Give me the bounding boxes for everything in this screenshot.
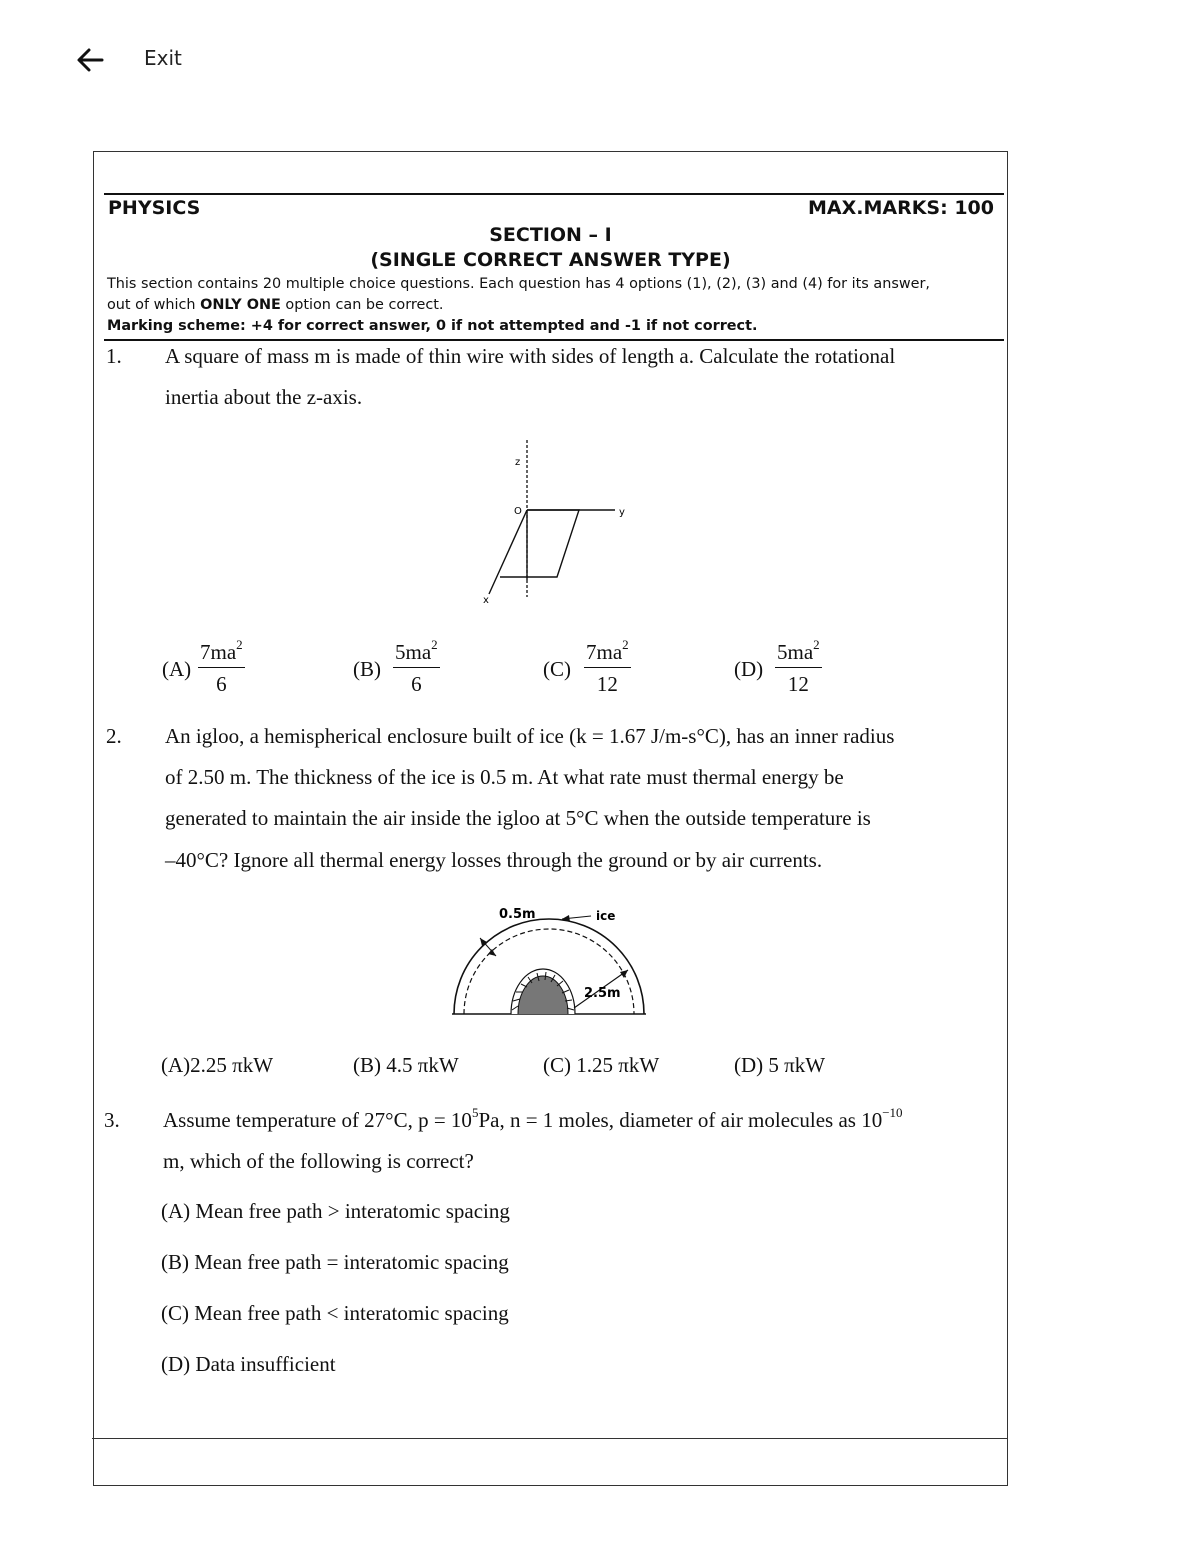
- header-bottom-rule: [104, 339, 1004, 341]
- option-label: (D): [734, 657, 764, 681]
- z-label: z: [515, 457, 521, 468]
- section-type: (SINGLE CORRECT ANSWER TYPE): [370, 249, 731, 271]
- header-top-rule: [104, 193, 1004, 195]
- marking-scheme: Marking scheme: +4 for correct answer, 0 if not attempted and -1 if not correct.: [107, 318, 758, 334]
- option-fraction: $\frac{7ma^2}{6}$: [200, 637, 243, 696]
- instruction-line-2: out of which ONLY ONE option can be correct.: [107, 297, 444, 313]
- arrow-left-icon: [74, 44, 106, 76]
- subject-title: PHYSICS: [108, 197, 201, 219]
- question-text-line: generated to maintain the air inside the igloo at 5°C when the outside temperature is: [165, 806, 871, 830]
- option-d[interactable]: (D) 5 πkW: [734, 1053, 826, 1077]
- option-fraction: $\frac{7ma^2}{12}$: [586, 637, 629, 696]
- question-text-line: m, which of the following is correct?: [163, 1149, 474, 1173]
- section-title: SECTION – I: [489, 224, 612, 246]
- thickness-label: 0.5m: [499, 907, 536, 922]
- option-c[interactable]: (C) 1.25 πkW: [543, 1053, 660, 1077]
- section-instructions: [107, 274, 1007, 337]
- instruction-line-1: This section contains 20 multiple choice questions. Each question has 4 options (1), (2), (3) and (4) for its answer,: [107, 276, 930, 292]
- question-number: 3.: [104, 1108, 120, 1132]
- exit-label: Exit: [144, 46, 182, 70]
- question-text-line: inertia about the z-axis.: [165, 385, 363, 409]
- exit-button[interactable]: [74, 40, 182, 80]
- option-a[interactable]: (A) Mean free path > interatomic spacing: [161, 1199, 510, 1223]
- option-d[interactable]: (D) Data insufficient: [161, 1352, 336, 1376]
- x-label: x: [483, 595, 489, 606]
- question-text-line: A square of mass m is made of thin wire with sides of length a. Calculate the rotational: [165, 344, 896, 368]
- option-label: (A): [162, 657, 192, 681]
- square-wire-figure: [475, 434, 635, 609]
- option-label: (B): [353, 657, 381, 681]
- option-c[interactable]: (C) Mean free path < interatomic spacing: [161, 1301, 509, 1325]
- option-fraction: $\frac{5ma^2}{6}$: [395, 637, 438, 696]
- option-fraction: $\frac{5ma^2}{12}$: [777, 637, 820, 696]
- y-label: y: [619, 507, 625, 518]
- question-number: 2.: [106, 724, 122, 748]
- igloo-figure: [444, 898, 654, 1018]
- question-number: 1.: [106, 344, 122, 368]
- x-axis: [489, 510, 527, 594]
- option-b[interactable]: (B) 4.5 πkW: [353, 1053, 459, 1077]
- question-text-line: of 2.50 m. The thickness of the ice is 0.5 m. At what rate must thermal energy be: [165, 765, 844, 789]
- radius-label: 2.5m: [584, 986, 621, 1001]
- ice-label: ice: [596, 909, 616, 923]
- question-text-line: An igloo, a hemispherical enclosure built of ice (k = 1.67 J/m-s°C), has an inner radius: [165, 724, 895, 748]
- page-footer-rule: [92, 1438, 1007, 1439]
- option-a[interactable]: (A)2.25 πkW: [161, 1053, 274, 1077]
- max-marks: MAX.MARKS: 100: [807, 197, 994, 219]
- question-text-line: Assume temperature of 27°C, $p = 10^5Pa$, n = 1 moles, diameter of air molecules as $10^{-10}$: [163, 1105, 903, 1132]
- question-paper[interactable]: [93, 151, 1008, 1486]
- question-text-line: –40°C? Ignore all thermal energy losses through the ground or by air currents.: [165, 848, 823, 872]
- option-b[interactable]: (B) Mean free path = interatomic spacing: [161, 1250, 509, 1274]
- inner-room-icon: [511, 969, 575, 1014]
- origin-label: O: [514, 506, 522, 517]
- option-label: (C): [543, 657, 571, 681]
